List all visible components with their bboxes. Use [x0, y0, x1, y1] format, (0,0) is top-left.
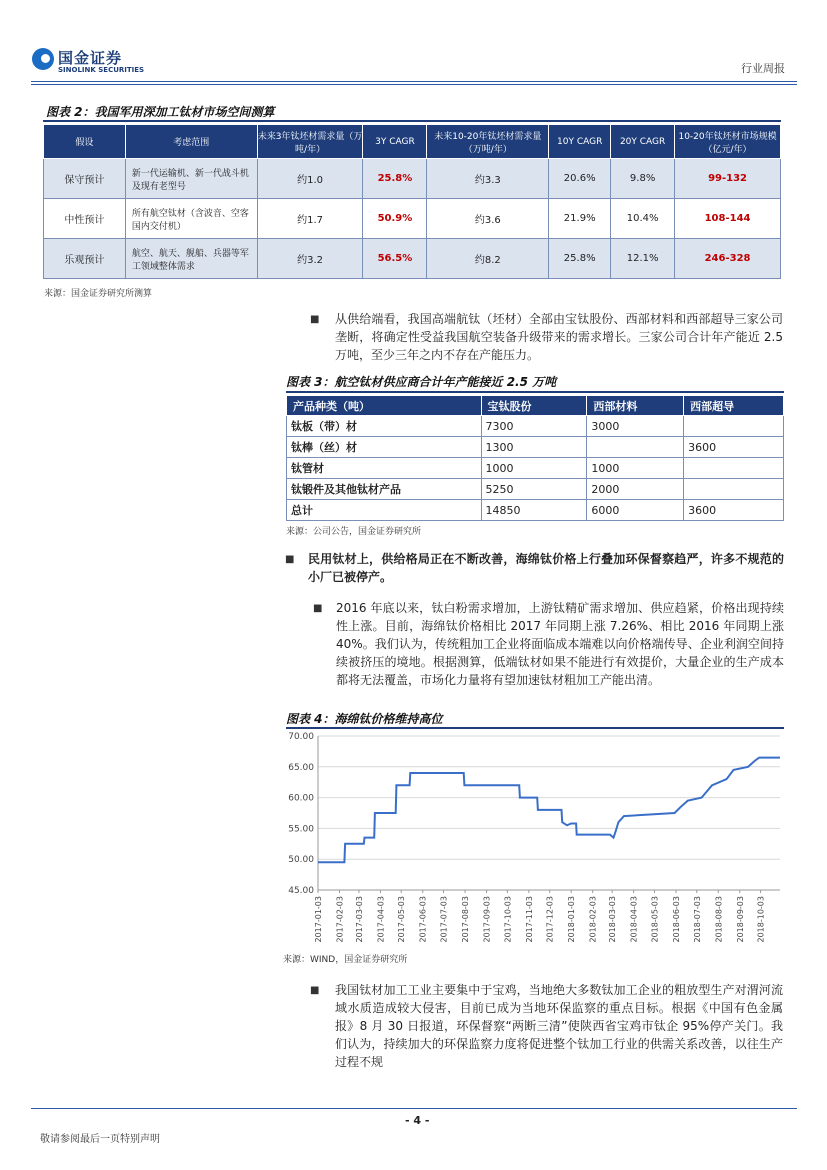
y-tick-label: 45.00	[288, 886, 314, 896]
x-tick-label: 2017-07-03	[439, 896, 449, 943]
x-tick-label: 2018-01-03	[567, 896, 577, 943]
x-tick-label: 2018-04-03	[629, 896, 639, 943]
bullet-icon: ■	[310, 985, 320, 996]
x-tick-label: 2018-03-03	[608, 896, 618, 943]
table-cell: 所有航空钛材（含波音、空客国内交付机）	[125, 199, 257, 239]
table-cell: 1000	[587, 458, 684, 479]
fig3-source: 来源：公司公告，国金证券研究所	[286, 527, 422, 537]
x-tick-label: 2018-09-03	[735, 896, 745, 943]
table-cell: 50.9%	[363, 199, 427, 239]
table-cell: 约3.3	[427, 159, 549, 199]
table-cell: 乐观预计	[44, 239, 126, 279]
table-cell: 14850	[481, 500, 587, 521]
para-civil-lead: 民用钛材上，供给格局正在不断改善，海绵钛价格上行叠加环保督察趋严，许多不规范的小厂已被停产。	[308, 552, 784, 584]
table-header-cell: 未来10-20年钛坯材需求量（万吨/年）	[427, 125, 549, 159]
x-tick-label: 2018-07-03	[692, 896, 702, 943]
x-tick-label: 2017-04-03	[376, 896, 386, 943]
table-cell: 20.6%	[549, 159, 611, 199]
x-tick-label: 2017-02-03	[335, 896, 345, 943]
fig3-table	[286, 395, 784, 521]
table-row	[287, 458, 784, 479]
para-supply: 从供给端看，我国高端航钛（坯材）全部由宝钛股份、西部材料和西部超导三家公司垄断，将确定性受益我国航空装备升级带来的需求增长。三家公司合计年产能近 2.5 万吨，至少三年之内不存在产能压力。	[335, 312, 783, 362]
x-tick-label: 2018-06-03	[671, 896, 681, 943]
table-cell: 约1.7	[257, 199, 363, 239]
footer-divider	[31, 1108, 797, 1109]
x-tick-label: 2017-12-03	[545, 896, 555, 943]
fig2-source: 来源：国金证券研究所测算	[44, 289, 153, 299]
table-header-cell: 产品种类（吨）	[287, 396, 482, 416]
table-cell: 1000	[481, 458, 587, 479]
table-cell: 保守预计	[44, 159, 126, 199]
x-tick-label: 2017-09-03	[482, 896, 492, 943]
table-header-cell: 10-20年钛坯材市场规模（亿元/年）	[675, 125, 781, 159]
table-cell: 25.8%	[549, 239, 611, 279]
table-cell: 钛棒（丝）材	[287, 437, 482, 458]
table-cell: 总计	[287, 500, 482, 521]
fig4-source: 来源：WIND，国金证券研究所	[283, 955, 408, 965]
bullet-icon: ■	[285, 554, 295, 565]
table-cell: 25.8%	[363, 159, 427, 199]
fig2-table	[43, 124, 781, 279]
y-tick-label: 55.00	[288, 824, 314, 835]
table-header-cell: 20Y CAGR	[611, 125, 675, 159]
fig2-title: 图表 2：我国军用深加工钛材市场空间测算	[46, 105, 275, 119]
table-header-cell: 10Y CAGR	[549, 125, 611, 159]
fig4-title: 图表 4：海绵钛价格维持高位	[286, 712, 443, 726]
table-row	[287, 479, 784, 500]
x-tick-label: 2017-11-03	[524, 896, 534, 943]
footer-note: 敬请参阅最后一页特别声明	[40, 1134, 160, 1145]
fig4-rule	[286, 727, 784, 729]
x-tick-label: 2017-03-03	[354, 896, 364, 943]
table-cell: 钛锻件及其他钛材产品	[287, 479, 482, 500]
header-divider	[31, 81, 797, 82]
x-tick-label: 2018-08-03	[714, 896, 724, 943]
page-number: - 4 -	[405, 1114, 430, 1127]
table-cell: 6000	[587, 500, 684, 521]
y-tick-label: 70.00	[288, 732, 314, 742]
table-header-cell: 宝钛股份	[481, 396, 587, 416]
table-cell: 1300	[481, 437, 587, 458]
table-row	[287, 416, 784, 437]
table-cell: 航空、航天、舰船、兵器等军工领域整体需求	[125, 239, 257, 279]
table-cell: 3600	[684, 437, 784, 458]
table-cell: 5250	[481, 479, 587, 500]
table-row	[44, 159, 781, 199]
table-cell: 10.4%	[611, 199, 675, 239]
table-cell: 56.5%	[363, 239, 427, 279]
logo-icon	[32, 48, 54, 70]
table-row	[287, 437, 784, 458]
table-cell	[587, 437, 684, 458]
x-tick-label: 2018-02-03	[588, 896, 598, 943]
x-tick-label: 2017-05-03	[397, 896, 407, 943]
table-row	[44, 239, 781, 279]
table-row	[44, 199, 781, 239]
x-tick-label: 2017-08-03	[461, 896, 471, 943]
x-tick-label: 2017-06-03	[418, 896, 428, 943]
table-cell: 21.9%	[549, 199, 611, 239]
table-cell	[684, 479, 784, 500]
logo-text-en: SINOLINK SECURITIES	[58, 66, 145, 74]
table-cell: 99-132	[675, 159, 781, 199]
para-price: 2016 年底以来，钛白粉需求增加，上游钛精矿需求增加、供应趋紧，价格出现持续性上涨。目前，海绵钛价格相比 2017 年同期上涨 7.26%、相比 2016 年同期上涨 40%。我们认为，传统粗加工企业将面临成本端难以向价格端传导、企业利润空间持续被挤压的境地。根据测算，低端钛材如果不能进行有效提价，大量企业的生产成本都将无法覆盖，市场化力量将有望加速钛材粗加工产能出清。	[336, 601, 784, 687]
y-tick-label: 50.00	[288, 855, 314, 866]
table-cell: 约1.0	[257, 159, 363, 199]
table-header-cell: 考虑范围	[125, 125, 257, 159]
logo-text-cn: 国金证券	[58, 49, 123, 67]
table-cell: 约8.2	[427, 239, 549, 279]
table-cell	[684, 458, 784, 479]
price-series-line	[318, 758, 780, 863]
table-cell: 9.8%	[611, 159, 675, 199]
para-environment: 我国钛材加工工业主要集中于宝鸡，当地绝大多数钛加工企业的粗放型生产对渭河流域水质造成较大侵害，目前已成为当地环保监察的重点目标。根据《中国有色金属报》8 月 30 日报道，环保督察“两断三清”使陕西省宝鸡市钛企 95%停产关门。我们认为，持续加大的环保监察力度将促进整个钛加工行业的供需关系改善，以往生产过程不规	[335, 983, 783, 1069]
table-cell: 108-144	[675, 199, 781, 239]
table-header-row	[287, 396, 784, 416]
fig3-title: 图表 3：航空钛材供应商合计年产能接近 2.5 万吨	[286, 375, 557, 389]
y-tick-label: 65.00	[288, 762, 314, 773]
table-cell: 2000	[587, 479, 684, 500]
table-cell: 246-328	[675, 239, 781, 279]
x-tick-label: 2017-01-03	[314, 896, 323, 943]
fig2-rule	[43, 120, 781, 122]
table-cell: 约3.2	[257, 239, 363, 279]
table-header-cell: 3Y CAGR	[363, 125, 427, 159]
header-divider-2	[31, 84, 797, 85]
table-cell	[684, 416, 784, 437]
table-cell: 12.1%	[611, 239, 675, 279]
report-type: 行业周报	[741, 62, 785, 75]
table-cell: 钛板（带）材	[287, 416, 482, 437]
table-cell: 7300	[481, 416, 587, 437]
table-cell: 3000	[587, 416, 684, 437]
table-row	[287, 500, 784, 521]
table-cell: 钛管材	[287, 458, 482, 479]
table-header-cell: 假设	[44, 125, 126, 159]
price-chart	[286, 730, 784, 950]
table-header-cell: 西部超导	[684, 396, 784, 416]
table-header-cell: 西部材料	[587, 396, 684, 416]
table-header-row	[44, 125, 781, 159]
y-tick-label: 60.00	[288, 793, 314, 804]
table-header-cell: 未来3年钛坯材需求量（万吨/年）	[257, 125, 363, 159]
x-tick-label: 2018-05-03	[650, 896, 660, 943]
fig3-rule	[286, 391, 784, 393]
bullet-icon: ■	[313, 603, 323, 614]
bullet-icon: ■	[310, 314, 320, 325]
x-tick-label: 2017-10-03	[503, 896, 513, 943]
x-tick-label: 2018-10-03	[756, 896, 766, 943]
table-cell: 3600	[684, 500, 784, 521]
table-cell: 新一代运输机、新一代战斗机及现有老型号	[125, 159, 257, 199]
table-cell: 中性预计	[44, 199, 126, 239]
table-cell: 约3.6	[427, 199, 549, 239]
